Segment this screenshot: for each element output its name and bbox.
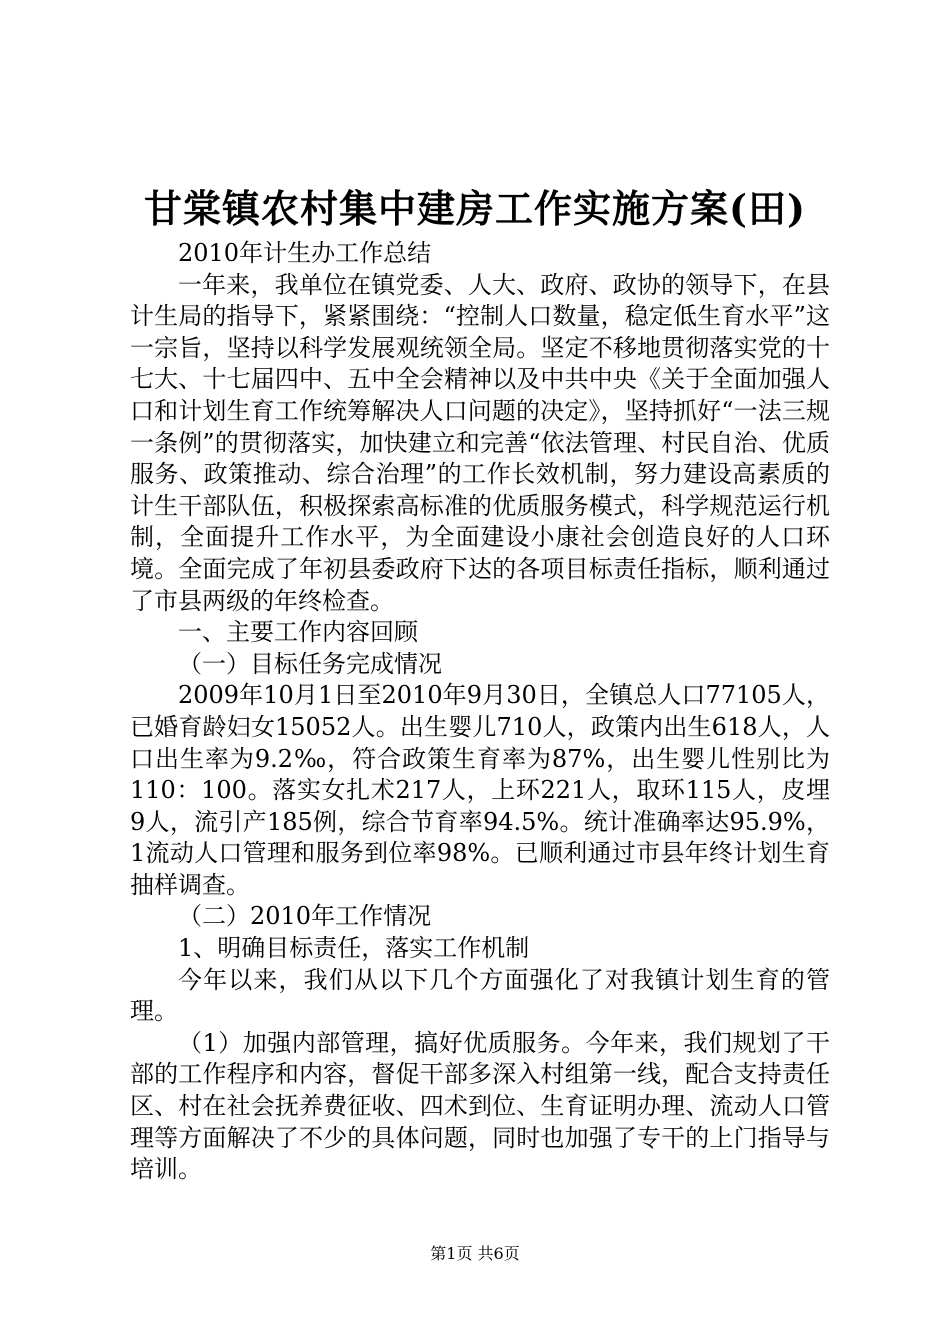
subsection-heading: （二）2010年工作情况 — [178, 902, 432, 931]
item-heading: 1、明确目标责任，落实工作机制 — [178, 934, 530, 963]
page-title: 甘棠镇农村集中建房工作实施方案(田) — [144, 186, 806, 231]
document-body — [130, 238, 830, 1186]
intro-paragraph: 一年来，我单位在镇党委、人大、政府、政协的领导下，在县计生局的指导下，紧紧围绕：“控制人口数量，稳定低生育水平”这一宗旨，坚持以科学发展观统领全局。坚定不移地贯彻落实党的十七大、十七届四中、五中全会精神以及中共中央《关于全面加强人口和计划生育工作统筹解决人口问题的决定》，坚持抓好“一法三规一条例”的贯彻落实，加快建立和完善“依法管理、村民自治、优质服务、政策推动、综合治理”的工作长效机制，努力建设高素质的计生干部队伍，积极探索高标准的优质服务模式，科学规范运行机制，全面提升工作水平，为全面建设小康社会创造良好的人口环境。全面完成了年初县委政府下达的各项目标责任指标，顺利通过了市县两级的年终检查。 — [130, 270, 830, 615]
statistics-paragraph: 2009年10月1日至2010年9月30日，全镇总人口77105人，已婚育龄妇女15052人。出生婴儿710人，政策内出生618人，人口出生率为9.2‰，符合政策生育率为87%，出生婴儿性别比为110：100。落实女扎术217人，上环221人，取环115人，皮埋9人，流引产185例，综合节育率94.5%。统计准确率达95.9%，1流动人口管理和服务到位率98%。已顺利通过市县年终计划生育抽样调查。 — [130, 681, 830, 899]
section-heading: 一、主要工作内容回顾 — [178, 618, 418, 647]
page-footer: 第1页 共6页 — [430, 1244, 520, 1263]
body-paragraph: 今年以来，我们从以下几个方面强化了对我镇计划生育的管理。 — [130, 965, 830, 1026]
subsection-heading: （一）目标任务完成情况 — [178, 649, 442, 678]
body-paragraph: （1）加强内部管理，搞好优质服务。今年来，我们规划了干部的工作程序和内容，督促干部多深入村组第一线，配合支持责任区、村在社会抚养费征收、四术到位、生育证明办理、流动人口管理等方面解决了不少的具体问题，同时也加强了专干的上门指导与培训。 — [130, 1028, 830, 1184]
subtitle-paragraph: 2010年计生办工作总结 — [178, 239, 432, 267]
